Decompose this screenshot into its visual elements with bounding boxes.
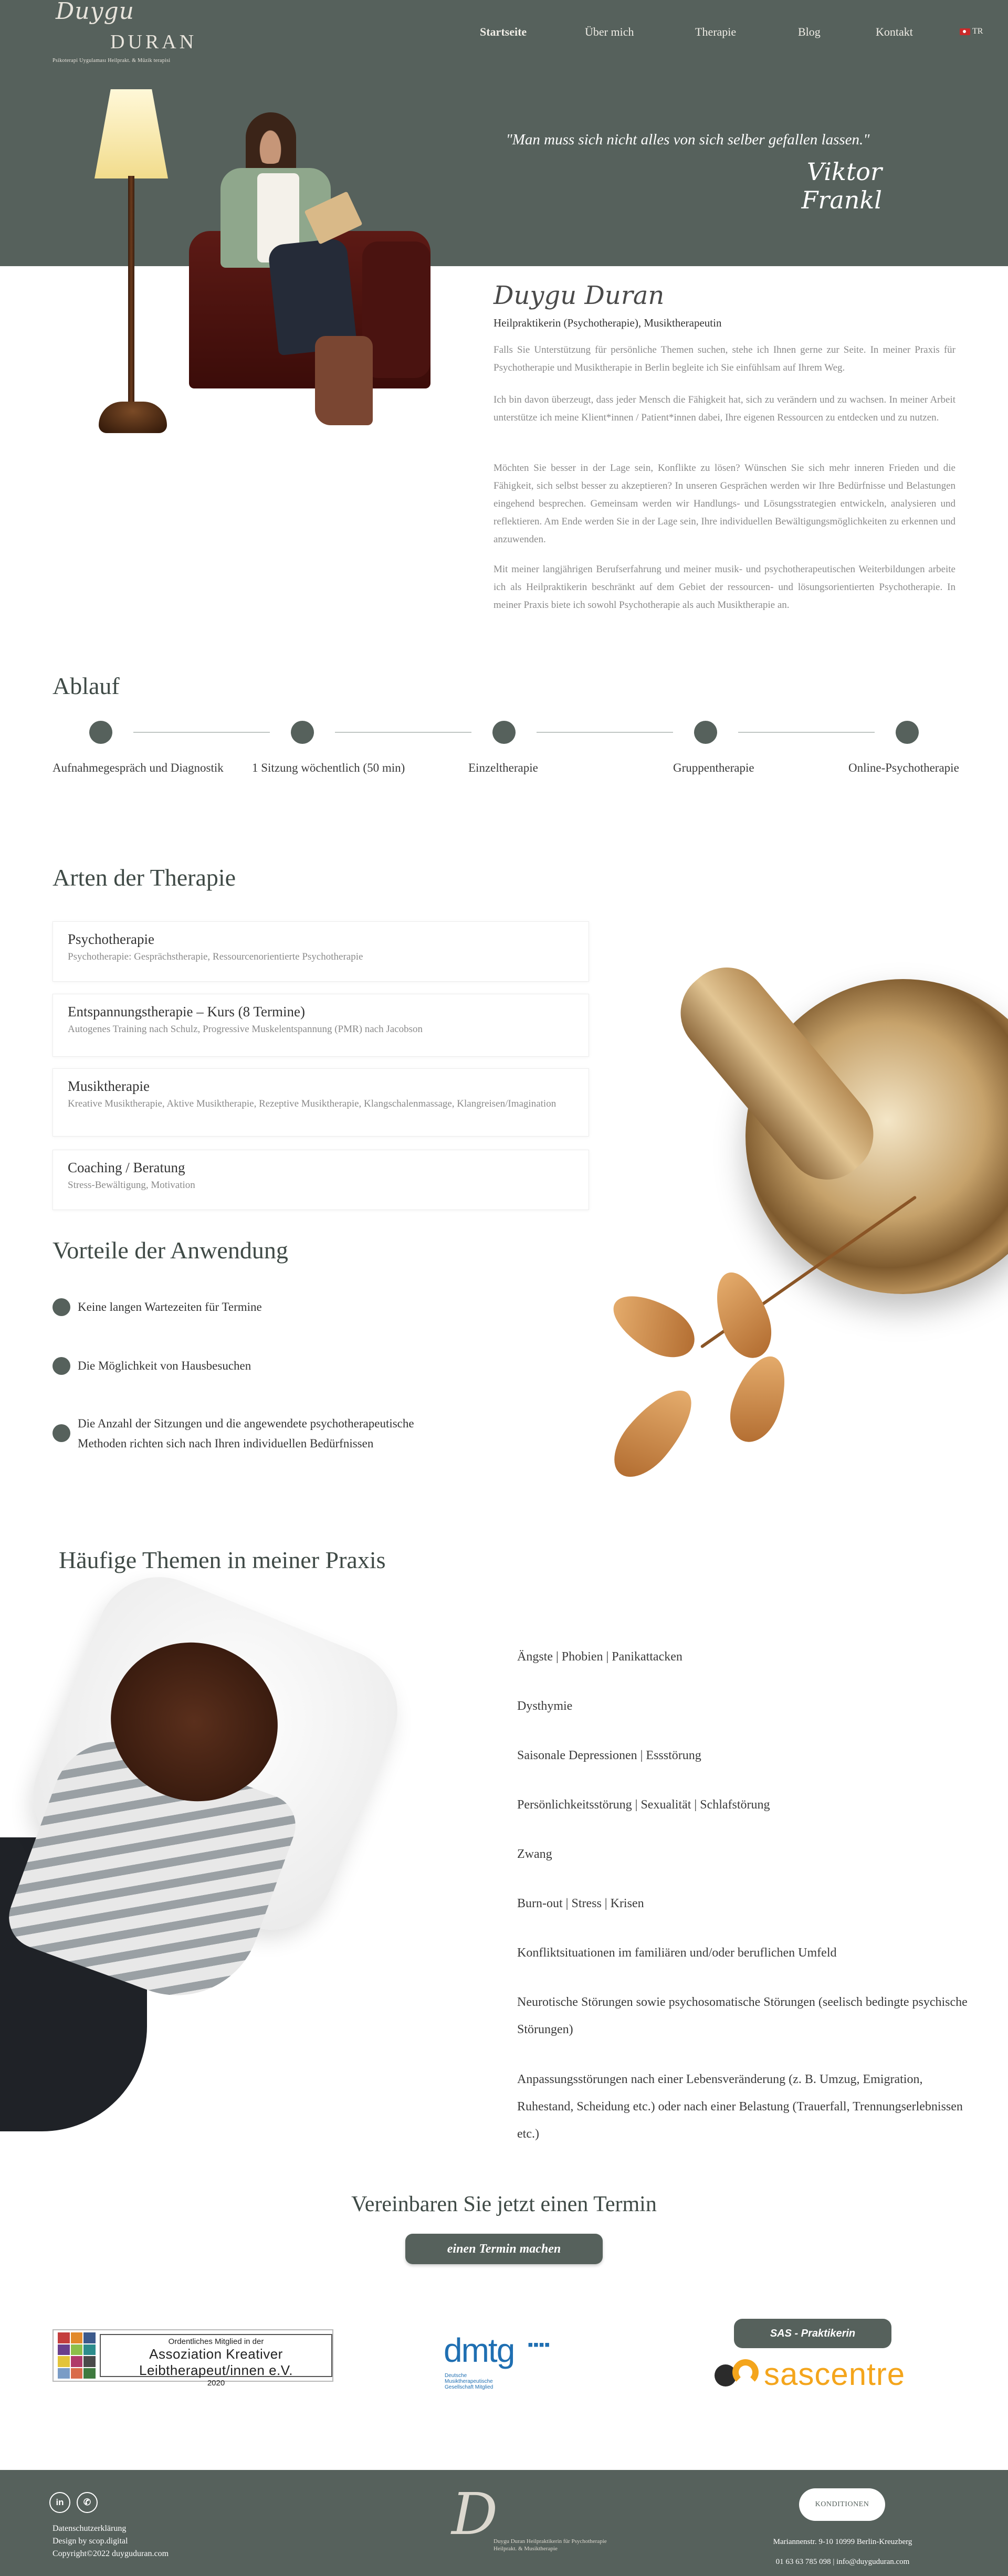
timeline-step-label: Einzeltherapie bbox=[468, 761, 538, 774]
dmtg-wordmark: dmtg bbox=[444, 2331, 514, 2369]
akl-organization-name: Assoziation Kreativer Leibtherapeut/innen e.V. bbox=[139, 2346, 293, 2378]
main-navigation bbox=[452, 25, 1008, 41]
theme-item: Persönlichkeitsstörung | Sexualität | Schlafstörung bbox=[517, 1798, 770, 1812]
logo-script: Duygu bbox=[56, 0, 134, 25]
therapy-card[interactable] bbox=[52, 921, 589, 982]
timeline-line bbox=[133, 732, 270, 733]
nav-therapie[interactable]: Therapie bbox=[695, 25, 737, 38]
footer-phone-email[interactable]: 01 63 63 785 098 | info@duyguduran.com bbox=[775, 2558, 910, 2566]
therapy-types-heading: Arten der Therapie bbox=[52, 864, 236, 891]
timeline-line bbox=[738, 732, 875, 733]
book-appointment-button[interactable]: einen Termin machen bbox=[405, 2234, 603, 2264]
theme-item: Anpassungsstörungen nach einer Lebensveränderung (z. B. Umzug, Emigration, Ruhestand, Scheidung etc.) oder nach einer Belastung (Trauerfall, Trennungserlebnissen etc.) bbox=[517, 2073, 963, 2141]
sascentre-logo[interactable] bbox=[711, 2356, 916, 2398]
sascentre-wordmark: sascentre bbox=[764, 2357, 906, 2392]
akl-mosaic-icon bbox=[58, 2332, 96, 2379]
timeline-dot bbox=[291, 721, 314, 744]
therapy-card-description: Kreative Musiktherapie, Aktive Musiktherapie, Rezeptive Musiktherapie, Klangschalenmassage, Klangreisen/Imagination bbox=[68, 1098, 556, 1109]
ablauf-heading: Ablauf bbox=[52, 672, 120, 699]
theme-item: Konfliktsituationen im familiären und/oder beruflichen Umfeld bbox=[517, 1946, 837, 1960]
therapy-card-title: Psychotherapie bbox=[68, 931, 154, 947]
therapy-card[interactable] bbox=[52, 1150, 589, 1210]
footer-address: Mariannenstr. 9-10 10999 Berlin-Kreuzberg bbox=[773, 2538, 912, 2546]
dmtg-dots-icon: ▪▪▪▪ bbox=[528, 2336, 550, 2353]
floor-lamp-base bbox=[99, 402, 167, 433]
nav-kontakt[interactable]: Kontakt bbox=[876, 25, 913, 38]
bullet-dot bbox=[52, 1424, 70, 1442]
sas-practitioner-badge: SAS - Praktikerin bbox=[734, 2319, 891, 2348]
footer-contact bbox=[751, 2532, 934, 2572]
footer-logo[interactable] bbox=[436, 2480, 607, 2559]
dry-leaf bbox=[721, 1349, 796, 1449]
timeline-dot bbox=[694, 721, 717, 744]
akl-membership-label: Ordentliches Mitglied in der bbox=[168, 2337, 264, 2346]
theme-item: Zwang bbox=[517, 1847, 552, 1861]
intro-paragraph: Ich bin davon überzeugt, dass jeder Mensch die Fähigkeit hat, sich zu verändern und zu wachsen. In meiner Arbeit unterstütze ich meine Klient*innen / Patient*innen dabei, Ihre eigenen Ressourcen zu entdecken und zu nutzen. bbox=[494, 394, 956, 423]
theme-item: Burn-out | Stress | Krisen bbox=[517, 1897, 644, 1910]
benefit-item: Die Möglichkeit von Hausbesuchen bbox=[78, 1359, 251, 1372]
theme-item: Neurotische Störungen sowie psychosomatische Störungen (seelisch bedingte psychische Störungen) bbox=[517, 1995, 968, 2036]
cta-heading: Vereinbaren Sie jetzt einen Termin bbox=[351, 2192, 657, 2216]
therapist-title: Heilpraktikerin (Psychotherapie), Musiktherapeutin bbox=[494, 317, 722, 329]
footer-logo-line: Duygu Duran Heilpraktikerin für Psychotherapie bbox=[494, 2538, 607, 2545]
logo-tagline: Psikoterapi Uygulaması Heilprakt. & Müzik terapisi bbox=[52, 58, 171, 64]
bullet-dot bbox=[52, 1357, 70, 1375]
timeline-step-label: Online-Psychotherapie bbox=[848, 761, 959, 774]
timeline-dot bbox=[89, 721, 112, 744]
copyright: Copyright©2022 duyguduran.com bbox=[52, 2549, 169, 2558]
konditionen-button[interactable]: KONDITIONEN bbox=[799, 2488, 885, 2521]
hero-quote: "Man muss sich nicht alles von sich selber gefallen lassen." bbox=[506, 131, 870, 148]
whatsapp-icon[interactable]: ✆ bbox=[77, 2492, 98, 2513]
therapist-head bbox=[252, 117, 289, 164]
timeline-dot bbox=[896, 721, 919, 744]
therapist-name: Duygu Duran bbox=[494, 281, 665, 310]
language-label: TR bbox=[972, 27, 983, 36]
linkedin-icon[interactable]: in bbox=[49, 2492, 70, 2513]
intro-paragraph: Möchten Sie besser in der Lage sein, Konflikte zu lösen? Wünschen Sie sich mehr inneren Frieden und die Fähigkeit, sich selbst besser zu akzeptieren? In unseren Gesprächen werden wir Ihre Bedürfnisse und Belastungen eingehend besprechen. Gemeinsam werden wir Handlungs- und Lösungsstrategien entwickeln, analysieren und reflektieren. Am Ende werden Sie in der Lage sein, Ihre individuellen Bewältigungsmöglichkeiten zu erkennen und anzuwenden. bbox=[494, 462, 956, 545]
turkey-flag-icon bbox=[960, 28, 970, 35]
therapy-card[interactable] bbox=[52, 1068, 589, 1137]
dmtg-subtitle: Deutsche Musiktherapeutische Gesellschaft Mitglied bbox=[445, 2373, 494, 2390]
intro-paragraph: Falls Sie Unterstützung für persönliche Themen suchen, stehe ich Ihnen gerne zur Seite. In meiner Praxis für Psychotherapie und Musiktherapie in Berlin begleite ich Sie einfühlsam auf Ihrem Weg. bbox=[494, 344, 956, 373]
timeline-step-label: Gruppentherapie bbox=[673, 761, 754, 774]
footer-links bbox=[52, 2522, 169, 2560]
quote-author: Viktor Frankl bbox=[801, 157, 882, 214]
benefit-item: Keine langen Wartezeiten für Termine bbox=[78, 1300, 262, 1313]
therapist-boots bbox=[315, 336, 373, 425]
timeline-step-label: 1 Sitzung wöchentlich (50 min) bbox=[252, 761, 405, 774]
language-switch[interactable] bbox=[960, 27, 983, 36]
theme-item: Ängste | Phobien | Panikattacken bbox=[517, 1650, 682, 1664]
therapy-card-title: Entspannungstherapie – Kurs (8 Termine) bbox=[68, 1004, 305, 1019]
therapy-card-description: Psychotherapie: Gesprächstherapie, Ressourcenorientierte Psychotherapie bbox=[68, 951, 363, 962]
nav-ueber-mich[interactable]: Über mich bbox=[585, 25, 634, 38]
intro-paragraph: Mit meiner langjährigen Berufserfahrung und meiner musik- und psychotherapeutischen Weiterbildungen arbeite ich als Heilpraktikerin beschränkt auf dem Gebiet der ressourcen- und lösungsorientierten Psychotherapie. In meiner Praxis biete ich sowohl Psychotherapie als auch Musiktherapie an. bbox=[494, 564, 956, 611]
dry-leaf bbox=[603, 1283, 704, 1369]
site-logo[interactable] bbox=[52, 0, 215, 68]
timeline-line bbox=[335, 732, 471, 733]
akl-year: 2020 bbox=[207, 2379, 225, 2388]
therapy-card-description: Stress-Bewältigung, Motivation bbox=[68, 1180, 195, 1191]
benefits-heading: Vorteile der Anwendung bbox=[52, 1237, 288, 1264]
floor-lamp-pole bbox=[128, 176, 134, 402]
dry-leaf bbox=[602, 1378, 706, 1488]
privacy-link[interactable]: Datenschutzerklärung bbox=[52, 2524, 127, 2533]
nav-startseite[interactable]: Startseite bbox=[480, 25, 527, 38]
footer-logo-line: Heilprakt. & Musiktherapie bbox=[494, 2546, 558, 2552]
therapy-card-title: Musiktherapie bbox=[68, 1078, 150, 1094]
theme-item: Dysthymie bbox=[517, 1699, 573, 1713]
therapy-card-title: Coaching / Beratung bbox=[68, 1160, 185, 1175]
dmtg-logo[interactable] bbox=[444, 2331, 564, 2394]
akl-membership-badge[interactable] bbox=[52, 2329, 333, 2388]
therapy-card[interactable] bbox=[52, 994, 589, 1057]
themes-heading: Häufige Themen in meiner Praxis bbox=[59, 1547, 386, 1573]
benefit-item: Die Anzahl der Sitzungen und die angewendete psychotherapeutische Methoden richten sich nach Ihren individuellen Bedürfnissen bbox=[78, 1417, 414, 1450]
theme-item: Saisonale Depressionen | Essstörung bbox=[517, 1749, 701, 1762]
timeline-dot bbox=[492, 721, 516, 744]
akl-badge-text bbox=[100, 2334, 332, 2388]
sascentre-mark-icon bbox=[715, 2359, 762, 2393]
dry-leaf bbox=[706, 1265, 781, 1365]
timeline-line bbox=[537, 732, 673, 733]
designer-credit[interactable]: Design by scop.digital bbox=[52, 2537, 128, 2546]
bullet-dot bbox=[52, 1298, 70, 1316]
timeline-step-label: Aufnahmegespräch und Diagnostik bbox=[52, 761, 224, 774]
site-footer bbox=[0, 2470, 1008, 2576]
logo-caps: DURAN bbox=[110, 31, 197, 53]
therapy-card-description: Autogenes Training nach Schulz, Progressive Muskelentspannung (PMR) nach Jacobson bbox=[68, 1024, 423, 1035]
nav-blog[interactable]: Blog bbox=[798, 25, 821, 38]
footer-logo-monogram: D bbox=[452, 2480, 498, 2548]
